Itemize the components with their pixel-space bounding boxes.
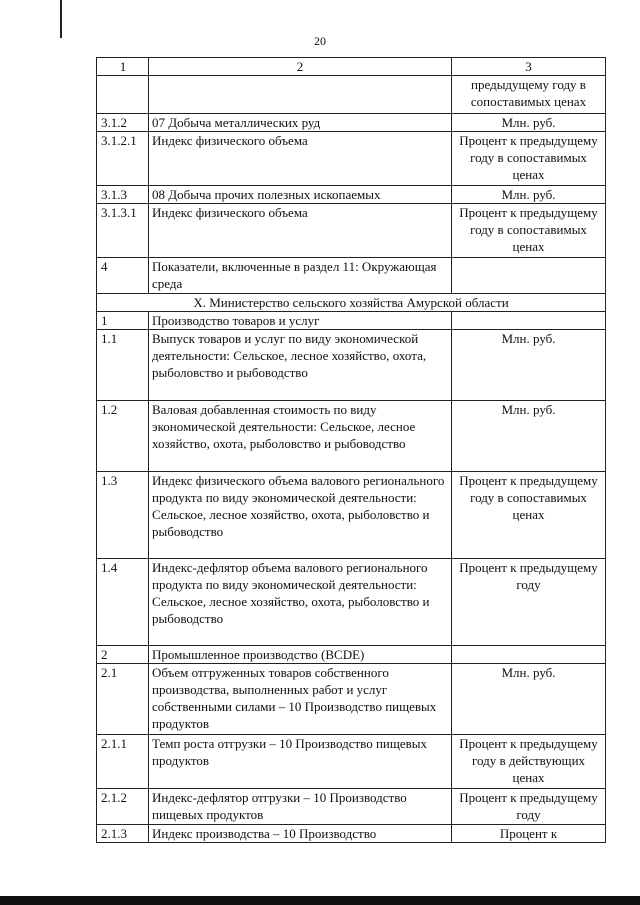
header-col-1: 1 — [97, 58, 149, 76]
row-name: Выпуск товаров и услуг по виду экономической деятельности: Сельское, лесное хозяйство, охота, рыболовство и рыбоводство — [149, 330, 452, 401]
row-number: 3.1.2.1 — [97, 132, 149, 186]
table-row — [97, 330, 606, 401]
table-row — [97, 664, 606, 735]
table-row — [97, 186, 606, 204]
row-name: 07 Добыча металлических руд — [149, 114, 452, 132]
row-name: Промышленное производство (BCDE) — [149, 646, 452, 664]
row-unit: Процент к предыдущему году — [452, 789, 606, 825]
row-unit: Млн. руб. — [452, 114, 606, 132]
table-row — [97, 401, 606, 472]
row-name: Индекс производства – 10 Производство — [149, 825, 452, 843]
row-name: Индекс физического объема — [149, 204, 452, 258]
row-number: 1.1 — [97, 330, 149, 401]
row-name: Индекс физического объема валового регионального продукта по виду экономической деятельности: Сельское, лесное хозяйство, охота, рыболовство и рыбоводство — [149, 472, 452, 559]
row-unit: Процент к — [452, 825, 606, 843]
row-number: 2 — [97, 646, 149, 664]
row-number: 1.3 — [97, 472, 149, 559]
row-unit: предыдущему году в сопоставимых ценах — [452, 76, 606, 114]
row-number: 1.4 — [97, 559, 149, 646]
table-row — [97, 735, 606, 789]
row-number: 2.1.2 — [97, 789, 149, 825]
scan-bottom-edge — [0, 896, 640, 905]
table-row — [97, 132, 606, 186]
row-number: 2.1.1 — [97, 735, 149, 789]
row-unit — [452, 646, 606, 664]
table-row — [97, 472, 606, 559]
row-unit: Процент к предыдущему году в сопоставимых ценах — [452, 472, 606, 559]
row-name: Объем отгруженных товаров собственного производства, выполненных работ и услуг собственными силами – 10 Производство пищевых продуктов — [149, 664, 452, 735]
row-number: 3.1.3.1 — [97, 204, 149, 258]
table-row — [97, 789, 606, 825]
row-number: 4 — [97, 258, 149, 294]
row-number: 1 — [97, 312, 149, 330]
indicators-table — [96, 57, 606, 843]
row-number: 1.2 — [97, 401, 149, 472]
row-unit: Млн. руб. — [452, 664, 606, 735]
row-number: 2.1.3 — [97, 825, 149, 843]
row-number: 3.1.3 — [97, 186, 149, 204]
row-name: Валовая добавленная стоимость по виду экономической деятельности: Сельское, лесное хозяйство, охота, рыболовство и рыбоводство — [149, 401, 452, 472]
table-row — [97, 76, 606, 114]
row-number: 3.1.2 — [97, 114, 149, 132]
row-name: Показатели, включенные в раздел 11: Окружающая среда — [149, 258, 452, 294]
header-col-2: 2 — [149, 58, 452, 76]
row-name: Индекс-дефлятор объема валового регионального продукта по виду экономической деятельности: Сельское, лесное хозяйство, охота, рыболовство и рыбоводство — [149, 559, 452, 646]
table-row — [97, 825, 606, 843]
row-number: 2.1 — [97, 664, 149, 735]
header-col-3: 3 — [452, 58, 606, 76]
row-name: Индекс физического объема — [149, 132, 452, 186]
row-number — [97, 76, 149, 114]
page-number: 20 — [314, 34, 326, 48]
table-row — [97, 258, 606, 294]
row-unit: Процент к предыдущему году в действующих ценах — [452, 735, 606, 789]
row-unit: Млн. руб. — [452, 401, 606, 472]
row-unit: Процент к предыдущему году — [452, 559, 606, 646]
table-row — [97, 114, 606, 132]
row-name — [149, 76, 452, 114]
row-name: Производство товаров и услуг — [149, 312, 452, 330]
row-unit: Процент к предыдущему году в сопоставимых ценах — [452, 204, 606, 258]
row-unit: Млн. руб. — [452, 330, 606, 401]
row-unit: Млн. руб. — [452, 186, 606, 204]
table-header-row — [97, 58, 606, 76]
table-row — [97, 646, 606, 664]
row-unit — [452, 312, 606, 330]
table-row — [97, 312, 606, 330]
row-unit — [452, 258, 606, 294]
section-title: X. Министерство сельского хозяйства Амурской области — [97, 294, 606, 312]
section-row — [97, 294, 606, 312]
row-name: 08 Добыча прочих полезных ископаемых — [149, 186, 452, 204]
table-row — [97, 559, 606, 646]
table-row — [97, 204, 606, 258]
row-unit: Процент к предыдущему году в сопоставимых ценах — [452, 132, 606, 186]
row-name: Темп роста отгрузки – 10 Производство пищевых продуктов — [149, 735, 452, 789]
row-name: Индекс-дефлятор отгрузки – 10 Производство пищевых продуктов — [149, 789, 452, 825]
